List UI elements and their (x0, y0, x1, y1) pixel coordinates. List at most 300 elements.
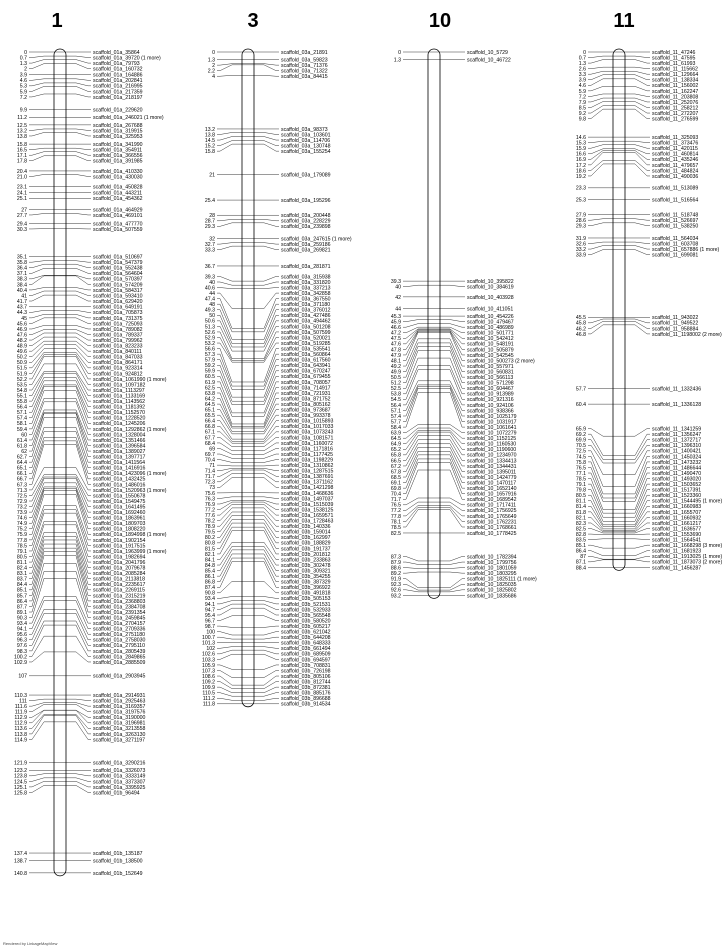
marker-name: scaffold_03a_59823 (281, 57, 328, 64)
marker-position: 81.8 (575, 509, 586, 516)
marker-position: 87.7 (16, 604, 27, 611)
marker-position: 113.8 (14, 731, 27, 738)
marker-name: scaffold_03a_71376 (281, 63, 328, 70)
position-connector (29, 778, 54, 782)
marker-connector (254, 246, 279, 250)
marker-position: 48.1 (390, 358, 401, 365)
marker-name: scaffold_01a_2113818 (93, 576, 146, 583)
marker-connector (66, 387, 91, 418)
marker-name: scaffold_01a_1416916 (93, 465, 146, 472)
position-connector (217, 632, 242, 635)
marker-position: 23.3 (575, 185, 586, 192)
marker-position: 54.8 (16, 387, 27, 394)
marker-name: scaffold_03b_159014 (281, 529, 331, 536)
marker-position: 110.3 (14, 692, 27, 699)
marker-position: 53.8 (390, 391, 401, 398)
position-connector (403, 432, 428, 449)
marker-name: scaffold_03a_337213 (281, 285, 331, 292)
position-connector (29, 444, 54, 484)
marker-name: scaffold_10_938366 (467, 408, 514, 415)
marker-connector (66, 774, 91, 776)
marker-name: scaffold_11_657886 (1 more) (652, 246, 720, 253)
marker-name: scaffold_03a_1015893 (281, 418, 334, 425)
marker-position: 66.8 (204, 424, 215, 431)
marker-position: 15.8 (204, 149, 215, 156)
position-connector (588, 56, 613, 57)
marker-name: scaffold_01a_430030 (93, 174, 143, 181)
marker-name: scaffold_01a_1397717 (93, 454, 146, 461)
position-connector (29, 152, 54, 156)
marker-connector (66, 621, 91, 645)
marker-connector (66, 652, 91, 662)
marker-connector (625, 102, 650, 108)
marker-name: scaffold_03a_71322 (281, 68, 328, 75)
marker-position: 25.4 (204, 197, 215, 204)
position-connector (588, 141, 613, 142)
marker-name: scaffold_11_1523360 (652, 493, 702, 500)
marker-position: 69.8 (390, 486, 401, 493)
marker-position: 32.7 (204, 242, 215, 249)
marker-name: scaffold_11_162247 (652, 88, 699, 95)
position-connector (217, 437, 242, 446)
marker-name: scaffold_03a_247615 (1 more) (281, 236, 352, 243)
position-connector (403, 562, 428, 564)
marker-position: 74.9 (16, 521, 27, 528)
marker-name: scaffold_01a_847033 (93, 354, 143, 361)
position-connector (29, 544, 54, 584)
position-connector (217, 502, 242, 509)
marker-position: 67.3 (16, 482, 27, 489)
marker-name: scaffold_03b_694597 (281, 657, 331, 664)
marker-connector (440, 562, 465, 564)
marker-connector (254, 665, 279, 669)
marker-position: 46.2 (575, 326, 586, 333)
marker-position: 84.1 (204, 557, 215, 564)
marker-connector (66, 341, 91, 351)
marker-name: scaffold_01a_2849865 (93, 654, 146, 661)
position-connector (217, 141, 242, 146)
marker-position: 50 (209, 313, 215, 320)
marker-name: scaffold_01a_2041796 (93, 559, 146, 566)
marker-position: 13.2 (16, 128, 27, 135)
marker-position: 71.3 (16, 487, 27, 494)
position-connector (217, 310, 242, 340)
marker-connector (66, 310, 91, 312)
marker-position: 76.9 (204, 501, 215, 508)
position-connector (217, 504, 242, 515)
marker-name: scaffold_11_115662 (652, 66, 698, 73)
marker-name: scaffold_01a_1432425 (93, 476, 146, 483)
marker-position: 109.9 (202, 685, 215, 692)
marker-name: scaffold_03a_1177425 (281, 451, 334, 458)
marker-connector (625, 141, 650, 142)
marker-connector (66, 276, 91, 285)
marker-position: 60.4 (575, 402, 586, 409)
marker-position: 40 (395, 284, 401, 291)
position-connector (588, 106, 613, 113)
marker-position: 5.3 (19, 83, 27, 90)
position-connector (29, 563, 54, 606)
marker-position: 69.9 (575, 437, 586, 444)
position-connector (588, 219, 613, 220)
marker-connector (625, 67, 650, 68)
marker-connector (440, 327, 465, 333)
marker-position: 62.7 (16, 454, 27, 461)
position-connector (217, 465, 242, 466)
marker-name: scaffold_01a_629420 (93, 298, 143, 305)
position-connector (588, 440, 613, 460)
marker-connector (625, 94, 650, 96)
marker-name: scaffold_01a_1486016 (93, 482, 146, 489)
marker-connector (66, 325, 91, 329)
marker-position: 1.3 (393, 57, 401, 64)
position-connector (217, 478, 242, 488)
marker-position: 17.8 (16, 158, 27, 165)
marker-name: scaffold_01a_1181392 (93, 404, 146, 411)
marker-position: 58.1 (16, 421, 27, 428)
chromosome-title: 10 (428, 10, 452, 32)
marker-position: 2.6 (578, 66, 586, 73)
marker-name: scaffold_03b_896688 (281, 696, 331, 703)
marker-position: 69.2 (575, 432, 586, 439)
position-connector (588, 556, 613, 559)
marker-position: 64.5 (204, 401, 215, 408)
marker-name: scaffold_01a_2751180 (93, 632, 146, 639)
marker-position: 66.4 (204, 418, 215, 425)
marker-name: scaffold_11_1456287 (652, 565, 702, 572)
position-connector (29, 174, 54, 176)
marker-name: scaffold_11_516564 (652, 197, 699, 204)
marker-position: 91.9 (390, 576, 401, 583)
marker-position: 32 (209, 236, 215, 243)
marker-position: 78.2 (204, 518, 215, 525)
marker-position: 70.4 (204, 457, 215, 464)
marker-position: 98.7 (204, 623, 215, 630)
marker-name: scaffold_01a_593410 (93, 293, 143, 300)
marker-position: 61.4 (16, 437, 27, 444)
marker-connector (625, 556, 650, 559)
marker-position: 21.0 (16, 174, 27, 181)
marker-position: 59.4 (16, 426, 27, 433)
marker-position: 72.3 (204, 479, 215, 486)
marker-position: 17.2 (575, 162, 586, 169)
marker-connector (440, 285, 465, 286)
marker-name: scaffold_01a_341990 (93, 142, 143, 149)
marker-name: scaffold_03a_342858 (281, 290, 331, 297)
position-connector (588, 94, 613, 96)
marker-name: scaffold_01a_3196981 (93, 720, 146, 727)
chromosome-title: 3 (247, 10, 259, 32)
position-connector (29, 64, 54, 69)
marker-connector (254, 437, 279, 446)
marker-connector (254, 542, 279, 559)
marker-position: 45.8 (575, 320, 586, 327)
marker-connector (440, 572, 465, 573)
marker-name: scaffold_11_1503652 (652, 482, 702, 489)
marker-position: 41.7 (16, 298, 27, 305)
marker-position: 98.3 (16, 648, 27, 655)
marker-name: scaffold_03b_387329 (281, 579, 331, 586)
marker-position: 95.6 (16, 632, 27, 639)
marker-position: 95.4 (204, 612, 215, 619)
marker-name: scaffold_01a_3333149 (93, 773, 146, 780)
position-connector (217, 554, 242, 576)
marker-position: 107.3 (202, 668, 215, 675)
marker-position: 46.6 (390, 325, 401, 332)
position-connector (29, 264, 54, 268)
marker-name: scaffold_01a_552438 (93, 265, 143, 272)
marker-name: scaffold_03b_644208 (281, 635, 331, 642)
marker-name: scaffold_01a_1808220 (93, 526, 146, 533)
marker-connector (625, 223, 650, 226)
marker-connector (440, 388, 465, 421)
marker-name: scaffold_03a_1287515 (281, 468, 334, 475)
marker-position: 111.6 (14, 704, 27, 711)
marker-name: scaffold_03b_565548 (281, 612, 331, 619)
marker-position: 81.5 (204, 546, 215, 553)
marker-name: scaffold_10_1803295 (467, 571, 517, 578)
marker-position: 52.9 (204, 335, 215, 342)
marker-connector (66, 704, 91, 711)
marker-position: 108.6 (202, 673, 215, 680)
marker-connector (625, 325, 650, 334)
marker-name: scaffold_01a_2795110 (93, 643, 146, 650)
position-connector (217, 65, 242, 71)
marker-connector (440, 432, 465, 449)
marker-connector (254, 468, 279, 470)
marker-connector (254, 520, 279, 538)
marker-name: scaffold_01a_2368803 (93, 598, 146, 605)
marker-position: 40.4 (16, 287, 27, 294)
marker-name: scaffold_01a_570397 (93, 276, 143, 283)
marker-connector (66, 544, 91, 584)
marker-name: scaffold_10_501771 (467, 330, 514, 337)
marker-connector (66, 156, 91, 161)
marker-connector (254, 141, 279, 146)
position-connector (29, 291, 54, 295)
position-connector (29, 373, 54, 395)
marker-name: scaffold_01a_1917515 (93, 543, 146, 550)
position-connector (217, 137, 242, 141)
marker-position: 111.9 (14, 709, 27, 716)
marker-name: scaffold_11_1636577 (652, 526, 702, 533)
marker-connector (625, 71, 650, 74)
marker-name: scaffold_10_1424779 (467, 474, 517, 481)
position-connector (217, 454, 242, 458)
position-connector (29, 310, 54, 312)
marker-position: 125.1 (14, 784, 27, 791)
marker-position: 73.2 (16, 504, 27, 511)
marker-name: scaffold_01a_229620 (93, 107, 143, 114)
marker-position: 112.9 (14, 715, 27, 722)
marker-position: 71 (209, 463, 215, 470)
marker-name: scaffold_03a_535541 (281, 346, 331, 353)
marker-name: scaffold_10_1825035 (467, 582, 517, 589)
position-connector (29, 381, 54, 407)
position-connector (403, 425, 428, 433)
marker-name: scaffold_11_564034 (652, 235, 699, 242)
position-connector (29, 552, 54, 596)
marker-name: scaffold_11_1341259 (652, 426, 702, 433)
marker-name: scaffold_01b_135187 (93, 850, 143, 857)
position-connector (217, 546, 242, 565)
footer-credit: Rendered by LinkageMapView (3, 941, 58, 946)
marker-name: scaffold_10_486989 (467, 325, 514, 332)
marker-name: scaffold_03b_491818 (281, 590, 331, 597)
marker-name: scaffold_11_943022 (652, 315, 699, 322)
position-connector (588, 86, 613, 90)
position-connector (588, 160, 613, 170)
marker-name: scaffold_01a_2315219 (93, 593, 146, 600)
position-connector (403, 470, 428, 499)
position-connector (588, 451, 613, 475)
marker-name: scaffold_03a_679455 (281, 374, 331, 381)
marker-position: 74.6 (16, 515, 27, 522)
position-connector (29, 314, 54, 318)
position-connector (403, 327, 428, 333)
marker-name: scaffold_01a_354911 (93, 147, 143, 154)
position-connector (29, 56, 54, 57)
marker-position: 36.7 (204, 263, 215, 270)
marker-connector (66, 129, 91, 130)
marker-position: 3.9 (578, 77, 586, 84)
marker-position: 72.5 (16, 493, 27, 500)
marker-name: scaffold_03b_354255 (281, 574, 331, 581)
marker-name: scaffold_03a_1421298 (281, 485, 334, 492)
marker-connector (440, 470, 465, 499)
marker-connector (440, 330, 465, 344)
marker-name: scaffold_01a_3197576 (93, 709, 146, 716)
marker-name: scaffold_01a_923314 (93, 365, 143, 372)
marker-position: 47.6 (390, 341, 401, 348)
position-connector (217, 349, 242, 382)
marker-position: 13.2 (204, 126, 215, 133)
marker-position: 77.2 (204, 507, 215, 514)
marker-position: 64.5 (390, 436, 401, 443)
marker-connector (254, 137, 279, 141)
marker-name: scaffold_11_1553690 (652, 531, 702, 538)
marker-name: scaffold_01a_443211 (93, 190, 143, 197)
marker-connector (254, 219, 279, 220)
marker-connector (66, 268, 91, 273)
marker-position: 89.2 (390, 571, 401, 578)
marker-position: 8.5 (578, 105, 586, 112)
marker-position: 16.6 (575, 151, 586, 158)
marker-position: 67.2 (390, 463, 401, 470)
marker-name: scaffold_01a_410330 (93, 168, 143, 175)
marker-name: scaffold_03a_114706 (281, 137, 331, 144)
position-connector (217, 626, 242, 627)
marker-position: 73 (209, 485, 215, 492)
position-connector (217, 520, 242, 538)
marker-position: 85.4 (204, 568, 215, 575)
position-connector (403, 584, 428, 590)
position-connector (403, 320, 428, 322)
position-connector (29, 60, 54, 64)
marker-position: 59.9 (204, 368, 215, 375)
position-connector (29, 432, 54, 468)
marker-name: scaffold_11_1873073 (2 more) (652, 559, 723, 566)
marker-connector (254, 601, 279, 604)
marker-name: scaffold_11_1356247 (652, 432, 702, 439)
position-connector (29, 475, 54, 496)
marker-name: scaffold_01a_1902154 (93, 537, 146, 544)
marker-connector (440, 568, 465, 569)
marker-position: 96.3 (16, 637, 27, 644)
marker-position: 44.3 (16, 310, 27, 317)
position-connector (217, 698, 242, 700)
marker-name: scaffold_01a_1894998 (1 more) (93, 532, 167, 539)
marker-name: scaffold_01a_246021 (1 more) (93, 115, 164, 122)
marker-position: 75.2 (16, 526, 27, 533)
marker-name: scaffold_11_1544495 (1 more) (652, 498, 723, 505)
marker-position: 85.7 (16, 593, 27, 600)
marker-name: scaffold_10_1825111 (1 more) (467, 576, 537, 583)
marker-position: 65.8 (390, 452, 401, 459)
marker-name: scaffold_01a_79793 (93, 61, 140, 67)
marker-position: 1.3 (207, 57, 215, 64)
marker-name: scaffold_03a_1017033 (281, 424, 334, 431)
marker-position: 94.1 (204, 601, 215, 608)
position-connector (217, 132, 242, 134)
marker-connector (625, 106, 650, 113)
marker-position: 80.5 (16, 554, 27, 561)
marker-position: 65.2 (390, 447, 401, 454)
marker-position: 100.7 (202, 635, 215, 642)
marker-name: scaffold_11_138334 (652, 77, 699, 84)
position-connector (588, 456, 613, 486)
marker-connector (625, 534, 650, 535)
marker-position: 40.6 (204, 285, 215, 292)
position-connector (217, 693, 242, 697)
marker-connector (254, 693, 279, 697)
marker-name: scaffold_01a_840111 (93, 349, 142, 356)
marker-connector (66, 213, 91, 214)
marker-connector (254, 654, 279, 659)
marker-name: scaffold_03a_1198229 (281, 457, 334, 464)
marker-connector (254, 616, 279, 621)
marker-connector (625, 429, 650, 437)
marker-name: scaffold_01a_366556 (93, 153, 143, 160)
marker-position: 60 (21, 432, 27, 439)
marker-position: 21 (209, 172, 215, 179)
marker-position: 90.3 (16, 615, 27, 622)
marker-connector (66, 636, 91, 656)
marker-position: 123.8 (14, 773, 27, 780)
marker-name: scaffold_01a_325953 (93, 133, 143, 140)
position-connector (588, 325, 613, 334)
marker-name: scaffold_01a_789082 (93, 326, 143, 333)
marker-name: scaffold_03a_200448 (281, 213, 331, 220)
position-connector (588, 102, 613, 108)
marker-position: 28 (209, 213, 215, 220)
marker-position: 86.4 (575, 548, 586, 555)
marker-position: 86.1 (204, 574, 215, 581)
marker-name: scaffold_01b_152649 (93, 870, 143, 877)
marker-connector (440, 358, 465, 388)
marker-position: 30.3 (16, 226, 27, 233)
marker-connector (254, 647, 279, 649)
marker-connector (254, 354, 279, 386)
marker-position: 65.1 (16, 465, 27, 472)
position-connector (217, 665, 242, 669)
marker-position: 37.1 (16, 271, 27, 278)
marker-name: scaffold_03a_1171816 (281, 446, 334, 453)
marker-name: scaffold_01a_1692460 (93, 510, 146, 517)
marker-name: scaffold_03a_84415 (281, 74, 328, 81)
position-connector (29, 325, 54, 329)
marker-name: scaffold_10_548191 (467, 341, 514, 348)
